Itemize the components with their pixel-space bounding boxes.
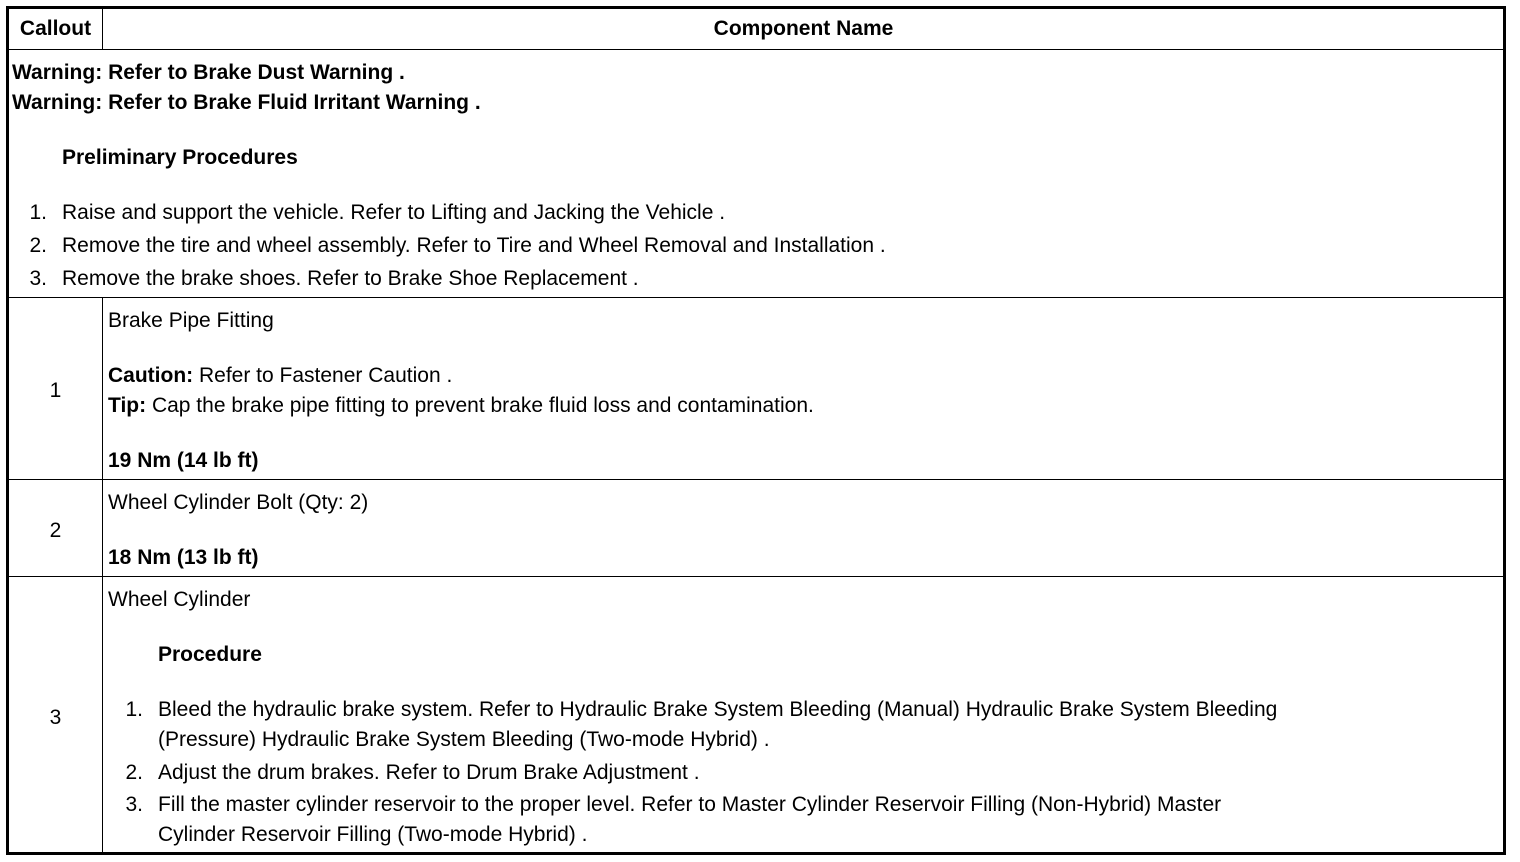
- procedure-step-continuation: Cylinder Reservoir Filling (Two-mode Hybrid) .: [158, 823, 588, 846]
- header-component-label: Component Name: [713, 17, 894, 40]
- callout-number: 2: [49, 519, 62, 542]
- column-divider-header: [102, 9, 103, 49]
- header-divider: [9, 49, 1503, 50]
- warning-text: Refer to Brake Dust Warning .: [108, 61, 405, 84]
- callout-number: 3: [49, 706, 62, 729]
- torque-spec: 18 Nm (13 lb ft): [108, 546, 259, 569]
- preliminary-title: Preliminary Procedures: [62, 146, 298, 169]
- tip-label: Tip:: [108, 394, 147, 417]
- caution-label: Caution:: [108, 364, 194, 387]
- component-table: [6, 6, 1506, 855]
- warning-brake-dust: [12, 62, 405, 83]
- component-name: Brake Pipe Fitting: [108, 309, 274, 332]
- warning-label: Warning:: [12, 91, 103, 114]
- step-text: Adjust the drum brakes. Refer to Drum Brake Adjustment .: [158, 761, 700, 784]
- tip-text: Cap the brake pipe fitting to prevent brake fluid loss and contamination.: [151, 394, 814, 417]
- step-text: Remove the brake shoes. Refer to Brake Shoe Replacement .: [62, 267, 639, 290]
- step-text: Raise and support the vehicle. Refer to Lifting and Jacking the Vehicle .: [62, 201, 726, 224]
- step-number: 1.: [29, 201, 47, 224]
- preliminary-divider: [9, 297, 1503, 298]
- caution-line: [108, 365, 452, 386]
- step-number: 2.: [29, 234, 47, 257]
- step-number: 3.: [29, 267, 47, 290]
- step-text: Fill the master cylinder reservoir to the proper level. Refer to Master Cylinder Reservoir Filling (Non-Hybrid) Master: [158, 793, 1222, 816]
- step-number: 2.: [125, 761, 143, 784]
- tip-line: [108, 395, 814, 416]
- warning-label: Warning:: [12, 61, 103, 84]
- warning-brake-fluid: [12, 92, 481, 113]
- row-1-divider: [9, 479, 1503, 480]
- caution-text: Refer to Fastener Caution .: [199, 364, 453, 387]
- component-name: Wheel Cylinder Bolt (Qty: 2): [108, 491, 369, 514]
- step-number: 1.: [125, 698, 143, 721]
- header-callout: [9, 9, 102, 49]
- step-number: 3.: [125, 793, 143, 816]
- component-name: Wheel Cylinder: [108, 588, 251, 611]
- header-component-name: [104, 9, 1503, 49]
- callout-number: 1: [49, 379, 62, 402]
- header-callout-label: Callout: [19, 17, 92, 40]
- warning-text: Refer to Brake Fluid Irritant Warning .: [108, 91, 481, 114]
- procedure-title: Procedure: [158, 643, 262, 666]
- step-text: Bleed the hydraulic brake system. Refer to Hydraulic Brake System Bleeding (Manual) Hydraulic Brake System Bleeding: [158, 698, 1278, 721]
- step-text: Remove the tire and wheel assembly. Refer to Tire and Wheel Removal and Installation .: [62, 234, 886, 257]
- torque-spec: 19 Nm (14 lb ft): [108, 449, 259, 472]
- row-2-divider: [9, 576, 1503, 577]
- procedure-step-continuation: (Pressure) Hydraulic Brake System Bleeding (Two-mode Hybrid) .: [158, 728, 770, 751]
